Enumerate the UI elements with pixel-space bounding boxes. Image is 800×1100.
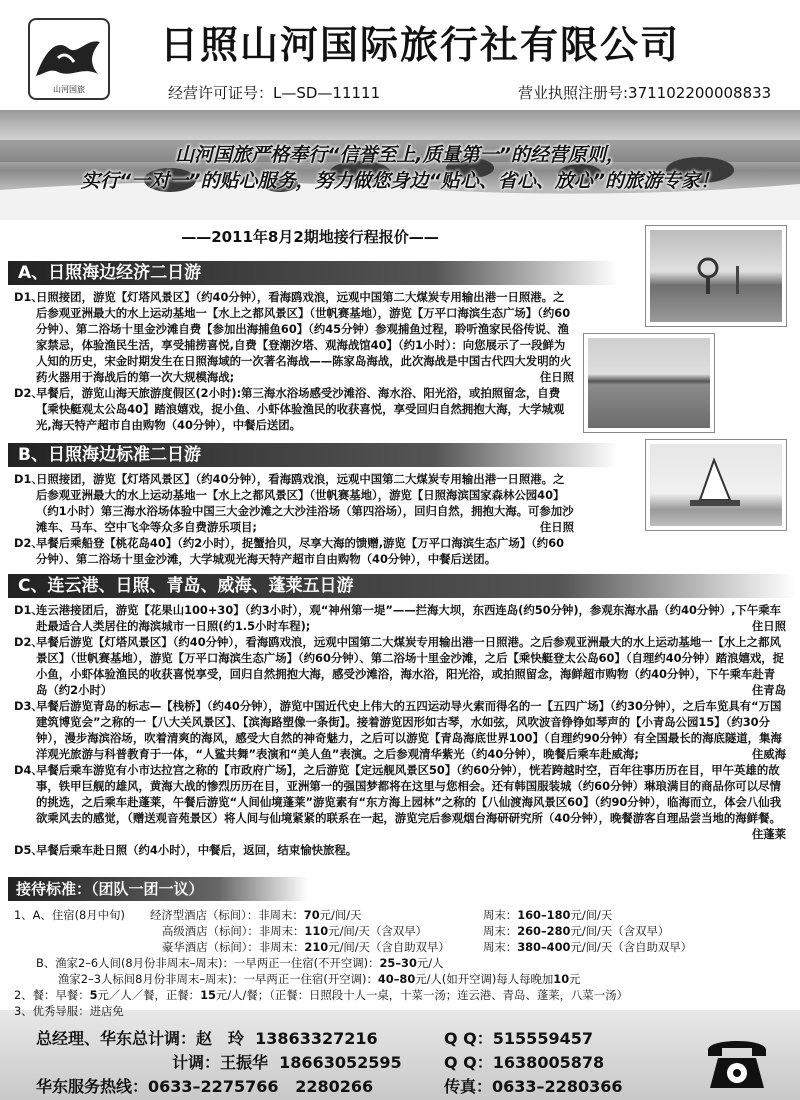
- logo-text: 山河国旅: [53, 85, 85, 94]
- fisher-price: 40–80: [377, 972, 416, 986]
- planner-phone: 18663052595: [279, 1053, 402, 1072]
- meal-note: 元/人/餐；（正餐：日照段十人一桌，十菜一汤；连云港、青岛、蓬莱，八菜一汤）: [215, 988, 628, 1002]
- meal-standard: [14, 987, 628, 1003]
- slogan-line-1: 山河国旅严格奉行“信誉至上,质量第一”的经营原则，: [175, 144, 625, 166]
- reception-heading: 接待标准：（团队一团一议）: [8, 877, 308, 901]
- hotline-number-2: 2280266: [295, 1077, 374, 1096]
- weekday-unit: 元/间/天（含双早）: [328, 924, 427, 938]
- day-stay: 住日照: [751, 619, 786, 633]
- hotel-row: [150, 907, 362, 923]
- fisher-label: 渔家2–3人标间8月份非周末–周末)：一早两正一住宿(开空调)：: [58, 972, 378, 986]
- day-item: [14, 698, 786, 762]
- hotel-weekend: [483, 939, 692, 955]
- photo-lighthouse-coast: [646, 226, 786, 326]
- itinerary-title: ——2011年8月2期地接行程报价——: [181, 228, 439, 246]
- day-item: [14, 289, 574, 385]
- main-meal-price: 15: [200, 988, 216, 1002]
- meal-mid: 元／人／餐，正餐：: [97, 988, 201, 1002]
- fisher-add-unit: 元: [569, 972, 581, 986]
- photo-beach-tent: [646, 440, 786, 530]
- fax-contact: [444, 1074, 622, 1097]
- hotline-number-1: 0633–2275766: [148, 1077, 279, 1096]
- day-item: [14, 535, 574, 567]
- section-c-heading: C、连云港、日照、青岛、威海、蓬莱五日游: [8, 574, 796, 598]
- weekday-price: 70: [303, 908, 320, 922]
- weekend-price: 160–180: [517, 908, 571, 922]
- weekend-unit: 元/间/天: [570, 908, 613, 922]
- section-a-body: [14, 289, 574, 433]
- weekday-label: 非周末：: [258, 940, 305, 954]
- slogan-line-2: 实行“一对一”的贴心服务，努力做您身边“贴心、省心、放心”的旅游专家！: [81, 170, 719, 192]
- qq-contact-1: [444, 1026, 593, 1049]
- hotline-label: 华东服务热线：: [36, 1077, 149, 1096]
- day-text: 连云港接团后，游览【花果山100+30】（约3小时），观“神州第一堤”——拦海大坝，东西连岛(约50分钟)，参观东海水晶（约40分钟）,下午乘车赴最适合人类居住的海滨城市一日照(约1.5小时车程);: [36, 603, 781, 633]
- weekday-price: 110: [304, 924, 329, 938]
- weekday-price: 210: [304, 940, 329, 954]
- hotel-row: [162, 939, 450, 955]
- day-label: D4、: [14, 763, 43, 777]
- weekend-label: 周末：: [483, 924, 518, 938]
- manager-phone: 13863327216: [255, 1029, 378, 1048]
- manager-contact: [36, 1026, 378, 1049]
- day-text: 早餐后乘船登【桃花岛40】（约2小时），捉蟹拾贝，尽享大海的馈赠,游览【万平口海滨生态广场】（约60分钟）、第二浴场十里金沙滩，大学城观光海天特产超市自由购物（40分钟），中餐后送团。: [36, 536, 565, 566]
- guide-service: 3、优秀导服：进店免: [14, 1004, 124, 1018]
- fisher-family-room-2: [58, 971, 581, 987]
- day-item: [14, 385, 574, 433]
- weekday-label: 非周末：: [258, 908, 304, 922]
- company-logo: [28, 18, 110, 100]
- hotel-weekend: [483, 907, 612, 923]
- telephone-icon: [704, 1030, 770, 1096]
- day-text: 早餐后游览青岛的标志—【栈桥】（约40分钟），游览中国近代史上伟大的五四运动导火索而得名的一【五四广场】（约30分钟），之后车览具有“万国建筑博览会”之称的一【八大关风景区】、【滨海路塑像一条街】。接着游览因形如古琴，水如弦，风吹波音铮铮如琴声的【小青岛公园15】（约30分钟），漫步海滨浴场，吹着清爽的海风，感受大自然的神奇魅力，之后可以游览【青岛海底世界100】（自理约90分钟）有全国最长的海底隧道，集海洋观光旅游与科普教育于一体，“人鲨共舞”表演和“美人鱼”表演。之后参观清华紫光（约40分钟），晚餐后乘车赴威海;: [36, 699, 782, 761]
- fax-label: 传真：: [444, 1077, 493, 1096]
- weekend-label: 周末：: [483, 908, 518, 922]
- day-label: D5、: [14, 843, 43, 857]
- planner-contact: [172, 1050, 402, 1073]
- company-name: 日照山河国际旅行社有限公司: [160, 23, 681, 67]
- day-stay: 住青岛: [751, 683, 786, 697]
- fisher-add-price: 10: [553, 972, 570, 986]
- day-stay: 住蓬莱: [751, 827, 786, 841]
- fisher-unit: 元/人: [416, 956, 444, 970]
- hotel-label: 1、A、住宿(8月中旬): [14, 908, 125, 922]
- section-b-body: [14, 471, 574, 567]
- weekend-label: 周末：: [483, 940, 518, 954]
- qq-label: Q Q：: [444, 1053, 493, 1072]
- day-text: 日照接团，游览【灯塔风景区】（约40分钟），看海鸥戏浪，远观中国第二大煤炭专用输出港一日照港。之后参观亚洲最大的水上运动基地一【水上之都风景区】（世帆赛基地），游览【万平口海滨生态广场】（约60分钟）、第二浴场十里金沙滩自费【参加出海捕鱼60】（约45分钟）参观捕鱼过程，聆听渔家民俗传说、渔家禁忌，体验渔民生活，享受捕捞喜悦,自费【登潮汐塔、观海战馆40】（约1小时）：向您展示了一段鲜为人知的历史，宋金时期发生在日照海域的一次著名海战——陈家岛海战，此次海战是中国古代四大发明的火药火器用于海战后的第一次大规模海战;: [36, 290, 572, 384]
- qq-number: 515559457: [492, 1029, 593, 1048]
- day-stay: 住日照: [539, 370, 574, 384]
- qq-contact-2: [444, 1050, 604, 1073]
- day-item: [14, 471, 574, 535]
- fisher-unit: 元/人(如开空调)每人每晚加: [415, 972, 554, 986]
- day-label: D3、: [14, 699, 43, 713]
- day-label: D2、: [14, 536, 43, 550]
- day-text: 早餐后，游览山海天旅游度假区(2小时):第三海水浴场感受沙滩浴、海水浴、阳光浴，或拍照留念，自费【乘快艇观太公岛40】踏浪嬉戏，捉小鱼、小虾体验渔民的收获喜悦，享受回归自然拥抱大海，大学城观光,海天特产超市自由购物（40分钟），中餐后送团。: [36, 386, 565, 432]
- planner-label: 计调：王振华: [172, 1053, 269, 1072]
- fisher-family-room-1: [36, 955, 444, 971]
- day-item: [14, 602, 786, 634]
- day-label: D1、: [14, 290, 43, 304]
- weekend-unit: 元/间/天（含自助双早）: [570, 940, 693, 954]
- qq-label: Q Q：: [444, 1029, 493, 1048]
- fax-number: 0633–2280366: [492, 1077, 623, 1096]
- breakfast-price: 5: [89, 988, 98, 1002]
- lighthouse-sculpture-icon: [650, 230, 782, 322]
- day-stay: 住威海: [751, 747, 786, 761]
- manager-label: 总经理、华东总计调：赵 玲: [36, 1029, 245, 1048]
- day-text: 日照接团，游览【灯塔风景区】（约40分钟），看海鸥戏浪，远观中国第二大煤炭专用输出港一日照港。之后参观亚洲最大的水上运动基地一【水上之都风景区】（世帆赛基地），游览【日照海滨国家森林公园40】（约1小时）第三海水浴场体验中国三大金沙滩之大沙洼浴场（第四浴场），回归自然，拥抱大海。可参加沙滩车、马车、空中飞伞等众多自费游乐项目;: [36, 472, 574, 534]
- hotel-name: 豪华酒店（标间）：: [162, 940, 259, 954]
- day-label: D2、: [14, 635, 43, 649]
- day-label: D1、: [14, 603, 43, 617]
- registration-number: 营业执照注册号:371102200008833: [518, 84, 772, 102]
- weekend-price: 260–280: [517, 924, 571, 938]
- day-item: [14, 842, 786, 858]
- meal-label: 2、餐：早餐：: [14, 988, 90, 1002]
- hotline-contact: [36, 1074, 373, 1097]
- weekend-price: 380–400: [517, 940, 571, 954]
- section-c-body: [14, 602, 786, 858]
- qq-number: 1638005878: [492, 1053, 605, 1072]
- day-label: D2、: [14, 386, 43, 400]
- day-text: 早餐后乘车赴日照（约4小时），中餐后，返回，结束愉快旅程。: [36, 843, 358, 857]
- photo-pier-sea: [584, 334, 714, 432]
- fisher-price: 25–30: [379, 956, 417, 970]
- hotel-name: 经济型酒店（标间）：: [150, 908, 259, 922]
- fisher-label: B、渔家2–6人间(8月份非周末–周末)：一早两正一住宿(不开空调)：: [36, 956, 380, 970]
- tent-pavilion-icon: [650, 444, 782, 526]
- weekday-unit: 元/间/天: [319, 908, 362, 922]
- section-b-heading: B、日照海边标准二日游: [8, 443, 618, 467]
- section-a-heading: A、日照海边经济二日游: [8, 261, 618, 285]
- day-item: [14, 634, 786, 698]
- hotel-name: 高级酒店（标间）：: [162, 924, 259, 938]
- weekend-unit: 元/间/天（含双早）: [570, 924, 670, 938]
- weekday-unit: 元/间/天（含自助双早）: [328, 940, 450, 954]
- day-label: D1、: [14, 472, 43, 486]
- day-item: [14, 762, 786, 842]
- hotel-row: [162, 923, 427, 939]
- day-text: 早餐后乘车游览有小市达拉宫之称的【市政府广场】，之后游览【定远舰风景区50】（约60分钟），恍若跨越时空，百年往事历历在目，甲午英雄的故事，铁甲巨舰的雄风，黄海大战的惨烈历历在目，亚洲第一的强国梦都将在这里与您相会。还有韩国服装城（约60分钟）琳琅满目的商品你可以尽情的挑选，之后乘车赴蓬莱，午餐后游览“人间仙境蓬莱”游览素有“东方海上园林”之称的【八仙渡海风景区60】（约90分钟），临海而立，体会八仙我欲乘风去的感觉，（赠送观音苑景区）将人间与仙境紧紧的联系在一起，游览完后参观烟台海研研究所（40分钟），晚餐游客自理品尝当地的海鲜餐。: [36, 763, 782, 825]
- day-text: 早餐后游览【灯塔风景区】（约40分钟），看海鸥戏浪，远观中国第二大煤炭专用输出港一日照港。之后参观亚洲最大的水上运动基地一【水上之都风景区】（世帆赛基地），游览【万平口海滨生态广场】（约60分钟）、第二浴场十里金沙滩，之后【乘快艇登太公岛60】（自理约40分钟）踏浪嬉戏，捉小鱼，小虾体验渔民的收获喜悦享受，回归自然拥抱大海，感受沙滩浴，海水浴，阳光浴，或拍照留念，海鲜超市购物（约40分钟），下午乘车赴青岛（约2小时）: [36, 635, 785, 697]
- license-number: 经营许可证号：L—SD—11111: [168, 84, 381, 102]
- weekday-label: 非周末：: [258, 924, 305, 938]
- day-stay: 住日照: [539, 520, 574, 534]
- hotel-weekend: [483, 923, 669, 939]
